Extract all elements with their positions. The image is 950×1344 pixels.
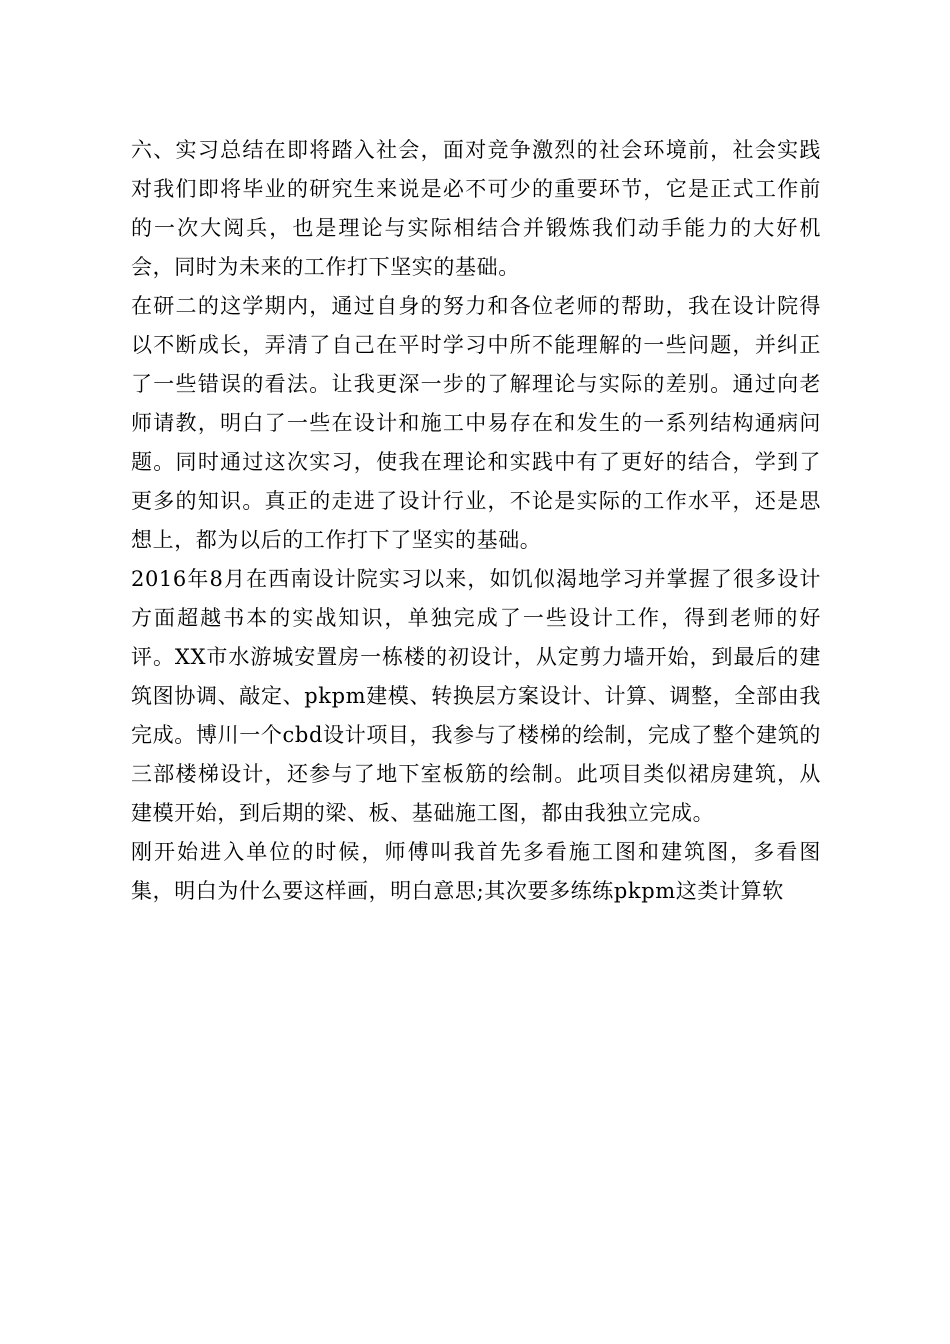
paragraph-beginning: 刚开始进入单位的时候，师傅叫我首先多看施工图和建筑图，多看图集，明白为什么要这样画，明白意思;其次要多练练pkpm这类计算软 bbox=[131, 840, 821, 903]
paragraph-summary: 六、实习总结在即将踏入社会，面对竞争激烈的社会环境前，社会实践对我们即将毕业的研究生来说是必不可少的重要环节，它是正式工作前的一次大阅兵，也是理论与实际相结合并锻炼我们动手能力的大好机会，同时为未来的工作打下坚实的基础。 bbox=[131, 138, 821, 279]
document-body bbox=[131, 131, 821, 911]
paragraph-learning: 在研二的这学期内，通过自身的努力和各位老师的帮助，我在设计院得以不断成长，弄清了自己在平时学习中所不能理解的一些问题，并纠正了一些错误的看法。让我更深一步的了解理论与实际的差别。通过向老师请教，明白了一些在设计和施工中易存在和发生的一系列结构通病问题。同时通过这次实习，使我在理论和实践中有了更好的结合，学到了更多的知识。真正的走进了设计行业，不论是实际的工作水平，还是思想上，都为以后的工作打下了坚实的基础。 bbox=[131, 294, 821, 552]
paragraph-projects: 2016年8月在西南设计院实习以来，如饥似渴地学习并掌握了很多设计方面超越书本的实战知识，单独完成了一些设计工作，得到老师的好评。XX市水游城安置房一栋楼的初设计，从定剪力墙开始，到最后的建筑图协调、敲定、pkpm建模、转换层方案设计、计算、调整，全部由我完成。博川一个cbd设计项目，我参与了楼梯的绘制，完成了整个建筑的三部楼梯设计，还参与了地下室板筋的绘制。此项目类似裙房建筑，从建模开始，到后期的梁、板、基础施工图，都由我独立完成。 bbox=[131, 567, 821, 825]
